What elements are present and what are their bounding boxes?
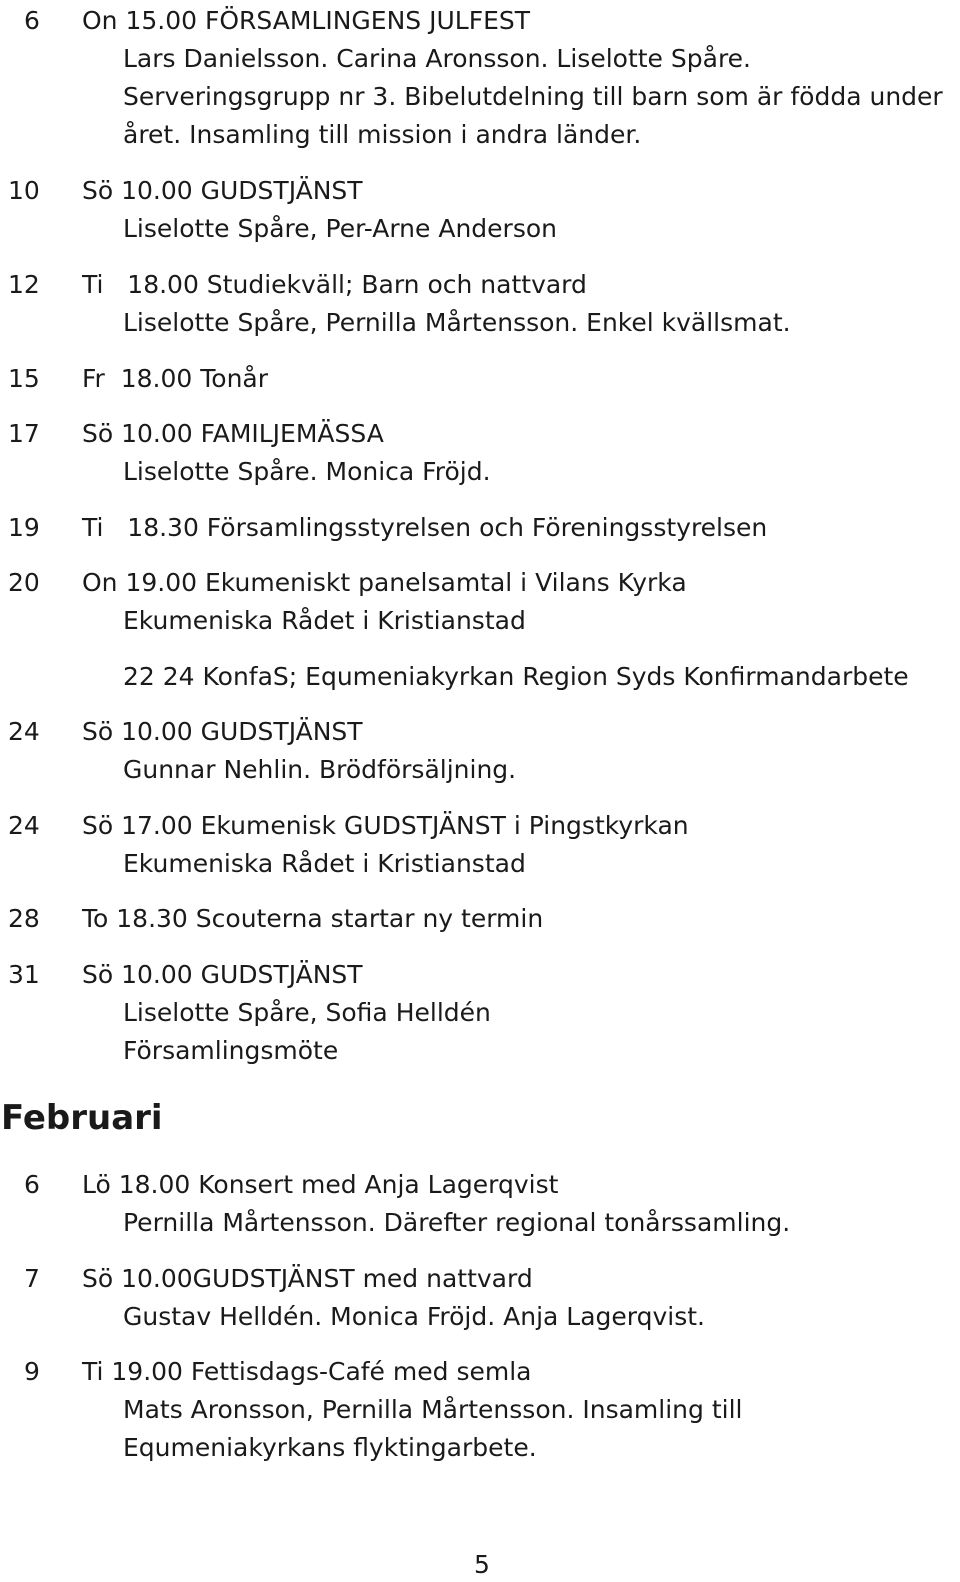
- event-detail: Församlingsmöte: [123, 1036, 339, 1065]
- event-title: Sö 10.00 GUDSTJÄNST: [82, 717, 363, 746]
- event-detail: Gustav Helldén. Monica Fröjd. Anja Lagerqvist.: [123, 1302, 706, 1331]
- event-title: Fr 18.00 Tonår: [82, 364, 269, 393]
- event-detail: året. Insamling till mission i andra länder.: [123, 120, 642, 149]
- page-number: 5: [474, 1550, 490, 1579]
- event-detail: Gunnar Nehlin. Brödförsäljning.: [123, 755, 517, 784]
- event-detail: Liselotte Spåre, Pernilla Mårtensson. Enkel kvällsmat.: [123, 308, 791, 337]
- event-title: To 18.30 Scouterna startar ny termin: [82, 904, 544, 933]
- event-detail: Pernilla Mårtensson. Därefter regional tonårssamling.: [123, 1208, 791, 1237]
- event-day: 6: [24, 6, 40, 35]
- event-title: Ti 18.30 Församlingsstyrelsen och Föreningsstyrelsen: [82, 513, 768, 542]
- event-day: 6: [24, 1170, 40, 1199]
- event-detail: Ekumeniska Rådet i Kristianstad: [123, 849, 526, 878]
- event-title: Sö 10.00 GUDSTJÄNST: [82, 176, 363, 205]
- event-title: Ti 19.00 Fettisdags-Café med semla: [82, 1357, 532, 1386]
- event-day: 15: [8, 364, 40, 393]
- event-detail: Ekumeniska Rådet i Kristianstad: [123, 606, 526, 635]
- event-title: On 15.00 FÖRSAMLINGENS JULFEST: [82, 6, 531, 35]
- event-day: 12: [8, 270, 40, 299]
- event-title: Sö 10.00 GUDSTJÄNST: [82, 960, 363, 989]
- event-day: 9: [24, 1357, 40, 1386]
- event-day: 20: [8, 568, 40, 597]
- event-day: 31: [8, 960, 40, 989]
- event-title: Sö 10.00 FAMILJEMÄSSA: [82, 419, 384, 448]
- event-detail: Liselotte Spåre, Per-Arne Anderson: [123, 214, 557, 243]
- section-heading: Februari: [1, 1098, 163, 1138]
- event-detail: Serveringsgrupp nr 3. Bibelutdelning till barn som är födda under: [123, 82, 943, 111]
- event-detail: Lars Danielsson. Carina Aronsson. Liselotte Spåre.: [123, 44, 752, 73]
- event-detail: Liselotte Spåre. Monica Fröjd.: [123, 457, 491, 486]
- event-day: 17: [8, 419, 40, 448]
- event-day: 28: [8, 904, 40, 933]
- event-detail: Mats Aronsson, Pernilla Mårtensson. Insamling till: [123, 1395, 743, 1424]
- event-title: Sö 10.00GUDSTJÄNST med nattvard: [82, 1264, 533, 1293]
- event-day: 10: [8, 176, 40, 205]
- event-title: Lö 18.00 Konsert med Anja Lagerqvist: [82, 1170, 559, 1199]
- event-title: 22 24 KonfaS; Equmeniakyrkan Region Syds Konfirmandarbete: [123, 662, 909, 691]
- event-title: Ti 18.00 Studiekväll; Barn och nattvard: [82, 270, 587, 299]
- event-day: 7: [24, 1264, 40, 1293]
- event-title: On 19.00 Ekumeniskt panelsamtal i Vilans Kyrka: [82, 568, 687, 597]
- event-day: 24: [8, 717, 40, 746]
- event-detail: Liselotte Spåre, Sofia Helldén: [123, 998, 491, 1027]
- event-day: 19: [8, 513, 40, 542]
- event-detail: Equmeniakyrkans flyktingarbete.: [123, 1433, 537, 1462]
- event-day: 24: [8, 811, 40, 840]
- event-title: Sö 17.00 Ekumenisk GUDSTJÄNST i Pingstkyrkan: [82, 811, 689, 840]
